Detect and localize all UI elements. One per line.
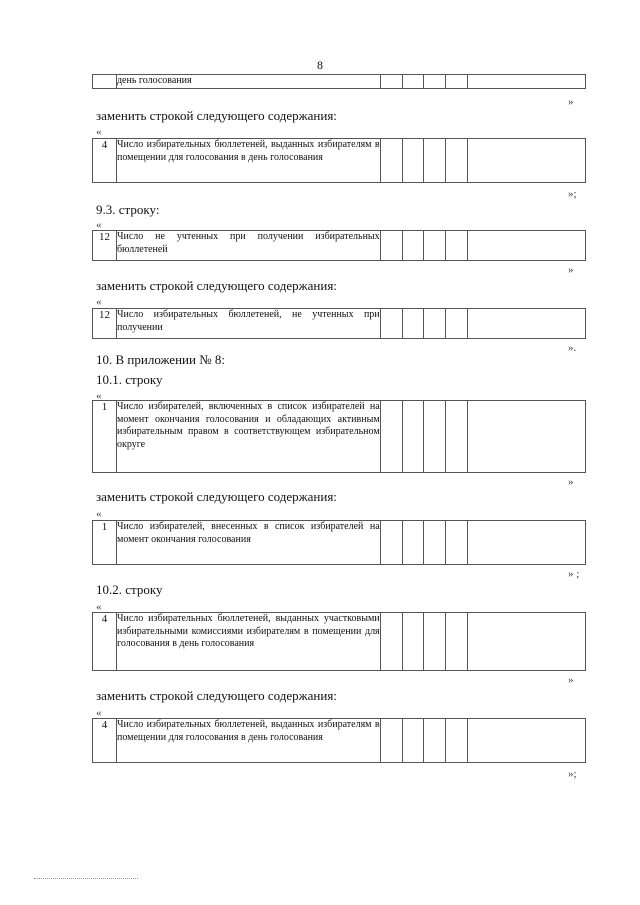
- heading-replace: заменить строкой следующего содержания:: [96, 489, 337, 504]
- cell: [424, 719, 446, 763]
- cell: [380, 401, 402, 473]
- cell: [446, 139, 468, 183]
- cell: [468, 719, 586, 763]
- opening-quote: «: [96, 219, 102, 231]
- cell: [424, 521, 446, 565]
- row-number: 4: [93, 613, 117, 671]
- row-number: 12: [93, 309, 117, 339]
- cell: [380, 719, 402, 763]
- closing-quote: » ;: [568, 568, 580, 580]
- heading-10-2: 10.2. строку: [96, 582, 163, 597]
- table-row: [92, 400, 586, 473]
- heading-10-1: 10.1. строку: [96, 372, 163, 387]
- cell: [380, 139, 402, 183]
- closing-quote: ».: [568, 342, 577, 354]
- row-text: Число избирателей, включенных в список избирателей на момент окончания голосования и обладающих активным избирательным правом в соответствующем избирательном округе: [116, 401, 380, 473]
- row-text: Число избирателей, внесенных в список избирателей на момент окончания голосования: [116, 521, 380, 565]
- closing-quote: »: [568, 674, 574, 686]
- cell: [446, 521, 468, 565]
- closing-quote: »;: [568, 188, 577, 200]
- cell: [424, 613, 446, 671]
- row-text: Число избирательных бюллетеней, выданных избирателям в помещении для голосования в день голосования: [116, 719, 380, 763]
- cell: [468, 139, 586, 183]
- cell: [446, 401, 468, 473]
- cell: [468, 521, 586, 565]
- cell: [446, 309, 468, 339]
- table-row: [92, 718, 586, 763]
- closing-quote: »;: [568, 768, 577, 780]
- row-number: 1: [93, 401, 117, 473]
- cell: [380, 75, 402, 89]
- opening-quote: «: [96, 390, 102, 402]
- page-number: 8: [317, 58, 323, 72]
- cell: [402, 139, 424, 183]
- cell: [380, 521, 402, 565]
- cell: [468, 231, 586, 261]
- cell: [424, 401, 446, 473]
- cell: [380, 309, 402, 339]
- row-number: 4: [93, 719, 117, 763]
- cell: [402, 613, 424, 671]
- table-row: [92, 138, 586, 183]
- cell: [468, 401, 586, 473]
- cell: [446, 613, 468, 671]
- cell: [424, 231, 446, 261]
- row-text: Число избирательных бюллетеней, не учтенных при получении: [116, 309, 380, 339]
- table-row: [92, 520, 586, 565]
- cell: [402, 309, 424, 339]
- cell: [402, 401, 424, 473]
- opening-quote: «: [96, 508, 102, 520]
- cell: [468, 309, 586, 339]
- table-row: [92, 230, 586, 261]
- opening-quote: «: [96, 601, 102, 613]
- row-number: 1: [93, 521, 117, 565]
- cell: [468, 75, 586, 89]
- cell: [380, 231, 402, 261]
- table-row: [92, 74, 586, 89]
- cell: [424, 139, 446, 183]
- cell: [468, 613, 586, 671]
- heading-10: 10. В приложении № 8:: [96, 352, 225, 367]
- row-number: 12: [93, 231, 117, 261]
- cell: [380, 613, 402, 671]
- row-text: день голосования: [116, 75, 380, 89]
- closing-quote: »: [568, 264, 574, 276]
- table-row: [92, 308, 586, 339]
- opening-quote: «: [96, 707, 102, 719]
- table-row: [92, 612, 586, 671]
- row-text: Число не учтенных при получении избирательных бюллетеней: [116, 231, 380, 261]
- cell: [446, 231, 468, 261]
- row-number: [93, 75, 117, 89]
- closing-quote: »: [568, 476, 574, 488]
- cell: [402, 521, 424, 565]
- row-number: 4: [93, 139, 117, 183]
- closing-quote: »: [568, 96, 574, 108]
- cell: [402, 231, 424, 261]
- cell: [446, 75, 468, 89]
- cell: [446, 719, 468, 763]
- heading-replace: заменить строкой следующего содержания:: [96, 278, 337, 293]
- opening-quote: «: [96, 296, 102, 308]
- opening-quote: «: [96, 126, 102, 138]
- cell: [424, 75, 446, 89]
- heading-9-3: 9.3. строку:: [96, 202, 160, 217]
- row-text: Число избирательных бюллетеней, выданных участковыми избирательными комиссиями избирателям в помещении для голосования в день голосования: [116, 613, 380, 671]
- heading-replace: заменить строкой следующего содержания:: [96, 108, 337, 123]
- heading-replace: заменить строкой следующего содержания:: [96, 688, 337, 703]
- cell: [424, 309, 446, 339]
- cell: [402, 75, 424, 89]
- row-text: Число избирательных бюллетеней, выданных избирателям в помещении для голосования в день голосования: [116, 139, 380, 183]
- footer-divider: [34, 878, 138, 879]
- cell: [402, 719, 424, 763]
